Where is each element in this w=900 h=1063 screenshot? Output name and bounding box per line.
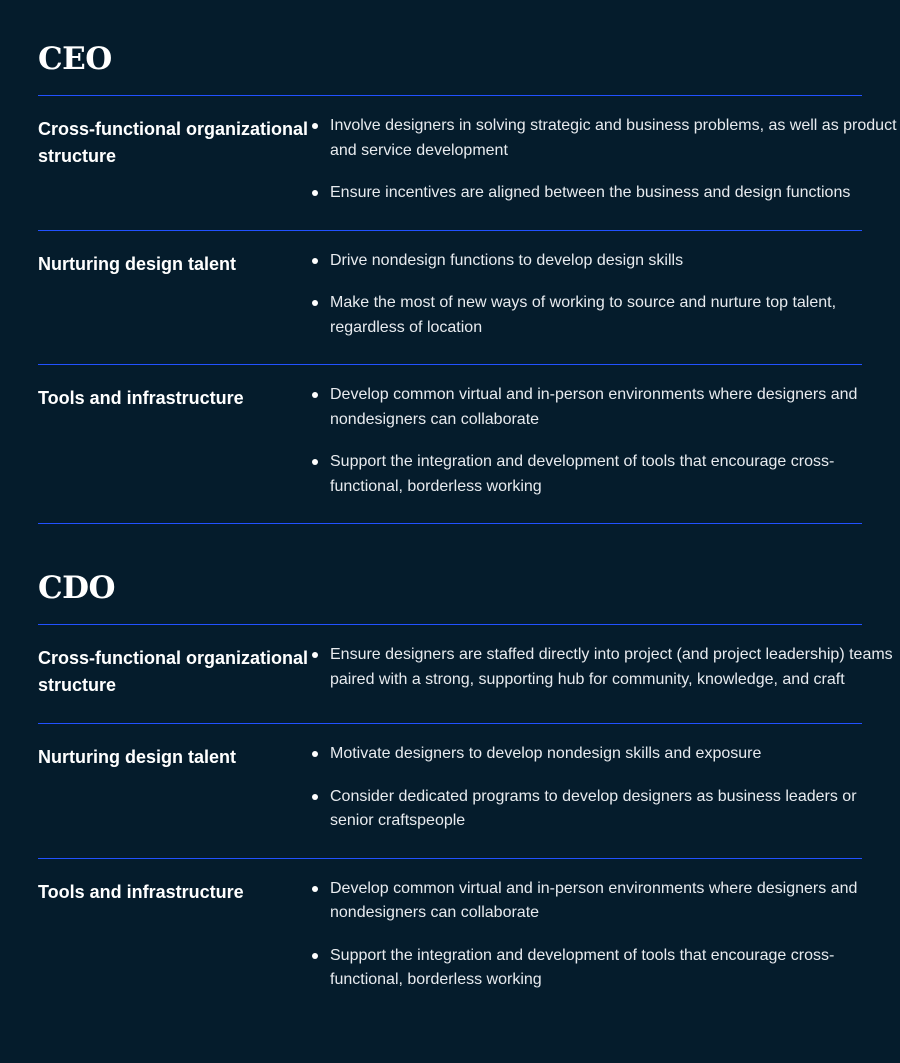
bullet-icon [312, 258, 318, 264]
bullet-icon [312, 751, 318, 757]
bullet-list [310, 742, 862, 834]
bullet-icon [312, 190, 318, 196]
row-label: Cross-functional organizational structure [38, 648, 309, 695]
bullet-icon [312, 794, 318, 800]
list-item-text: Ensure incentives are aligned between the business and design functions [330, 184, 851, 201]
bullet-list [310, 249, 862, 341]
row-label: Nurturing design talent [38, 747, 236, 767]
bullet-icon [312, 459, 318, 465]
list-item-text: Support the integration and development of tools that encourage cross-functional, borderless working [330, 946, 835, 988]
list-item-text: Involve designers in solving strategic and business problems, as well as product and service development [330, 117, 897, 159]
bullet-list [310, 114, 897, 206]
row-label: Tools and infrastructure [38, 388, 244, 408]
list-item [310, 383, 900, 432]
list-item-text: Motivate designers to develop nondesign skills and exposure [330, 745, 762, 762]
row-label: Cross-functional organizational structure [38, 119, 309, 166]
list-item-text: Make the most of new ways of working to source and nurture top talent, regardless of location [330, 294, 837, 336]
list-item [310, 643, 900, 692]
row-cross-functional [38, 96, 897, 231]
list-item-text: Drive nondesign functions to develop design skills [330, 251, 684, 269]
section-title: CEO [38, 41, 112, 77]
list-item [310, 181, 900, 206]
list-item-text: Develop common virtual and in-person environments where designers and nondesigners can collaborate [330, 879, 858, 921]
list-item [310, 944, 900, 993]
row-label: Nurturing design talent [38, 253, 236, 274]
bullet-list [310, 877, 862, 993]
list-item [310, 249, 900, 274]
row-tools-infrastructure [38, 859, 862, 1017]
list-item-text: Ensure designers are staffed directly into project (and project leadership) teams paired with a strong, supporting hub for community, knowledge, and craft [330, 646, 893, 688]
bullet-icon [312, 300, 318, 306]
bullet-icon [312, 953, 318, 959]
list-item-text: Consider dedicated programs to develop designers as business leaders or senior craftspeople [330, 787, 857, 829]
row-cross-functional [38, 625, 893, 724]
row-nurturing-talent [38, 231, 862, 366]
row-tools-infrastructure [38, 365, 862, 524]
list-item [310, 742, 900, 767]
bullet-list [310, 383, 862, 499]
list-item [310, 114, 900, 163]
row-label: Tools and infrastructure [38, 881, 244, 902]
list-item [310, 450, 900, 499]
bullet-list [310, 643, 893, 699]
section-ceo [38, 0, 897, 524]
list-item [310, 291, 900, 340]
section-cdo [38, 524, 893, 1017]
bullet-icon [312, 392, 318, 398]
list-item [310, 877, 900, 926]
bullet-icon [312, 123, 318, 129]
bullet-icon [312, 886, 318, 892]
bullet-icon [312, 652, 318, 658]
row-nurturing-talent [38, 724, 862, 859]
list-item-text: Develop common virtual and in-person environments where designers and nondesigners can collaborate [330, 386, 858, 428]
section-title: CDO [38, 570, 116, 606]
list-item [310, 785, 900, 834]
list-item-text: Support the integration and development of tools that encourage cross-functional, borderless working [330, 453, 835, 495]
